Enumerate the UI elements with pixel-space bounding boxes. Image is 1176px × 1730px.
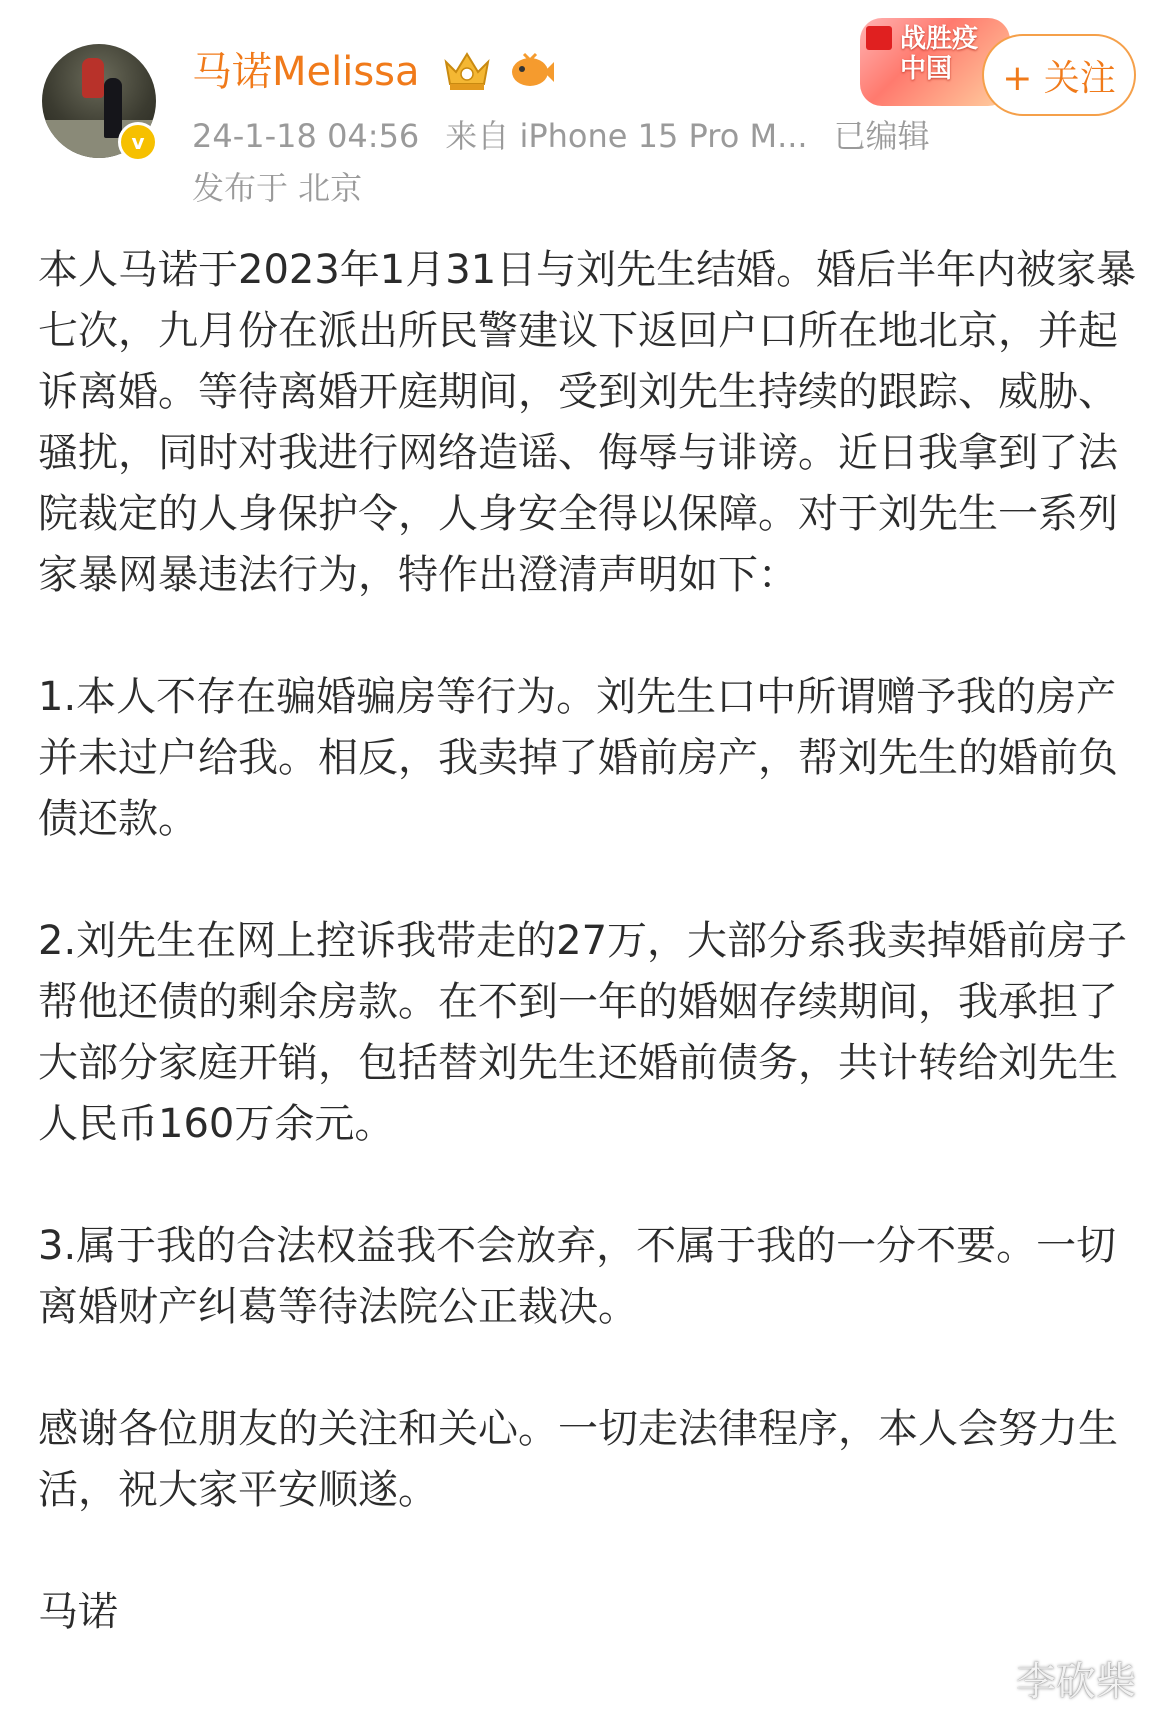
timestamp: 24-1-18 04:56 — [192, 117, 420, 155]
paragraph: 本人马诺于2023年1月31日与刘先生结婚。婚后半年内被家暴七次，九月份在派出所民警建议下返回户口所在地北京，并起诉离婚。等待离婚开庭期间，受到刘先生持续的跟踪、威胁、骚扰，同时对我进行网络造谣、侮辱与诽谤。近日我拿到了法院裁定的人身保护令，人身安全得以保障。对于刘先生一系列家暴网暴违法行为，特作出澄清声明如下： — [38, 247, 1137, 598]
paragraph: 2.刘先生在网上控诉我带走的27万，大部分系我卖掉婚前房子帮他还债的剩余房款。在不到一年的婚姻存续期间，我承担了大部分家庭开销，包括替刘先生还婚前债务，共计转给刘先生人民币160万余元。 — [38, 918, 1128, 1147]
promo-text: 战胜疫 中国 — [900, 24, 979, 84]
post-header — [0, 0, 1176, 205]
flag-icon — [866, 26, 892, 50]
post-meta — [192, 116, 956, 156]
avatar-figure — [104, 78, 122, 138]
edited-label[interactable]: 已编辑 — [833, 117, 930, 155]
username[interactable]: 马诺Melissa — [192, 49, 420, 95]
signature: 马诺 — [38, 1589, 118, 1635]
avatar-figure — [82, 58, 104, 98]
follow-button[interactable]: + 关注 — [982, 34, 1136, 116]
paragraph: 1.本人不存在骗婚骗房等行为。刘先生口中所谓赠予我的房产并未过户给我。相反，我卖掉了婚前房产，帮刘先生的婚前负债还款。 — [38, 674, 1118, 842]
watermark: 李砍柴 — [1016, 1659, 1136, 1705]
paragraph: 3.属于我的合法权益我不会放弃，不属于我的一分不要。一切离婚财产纠葛等待法院公正裁决。 — [38, 1223, 1117, 1330]
paragraph: 感谢各位朋友的关注和关心。一切走法律程序，本人会努力生活，祝大家平安顺遂。 — [38, 1406, 1118, 1513]
location: 发布于 北京 — [192, 169, 363, 207]
fish-icon — [508, 50, 554, 90]
post-body — [38, 240, 1148, 1643]
device-source[interactable]: 来自 iPhone 15 Pro M... — [445, 117, 808, 155]
crown-icon — [442, 48, 492, 92]
verified-icon: v — [118, 122, 158, 162]
